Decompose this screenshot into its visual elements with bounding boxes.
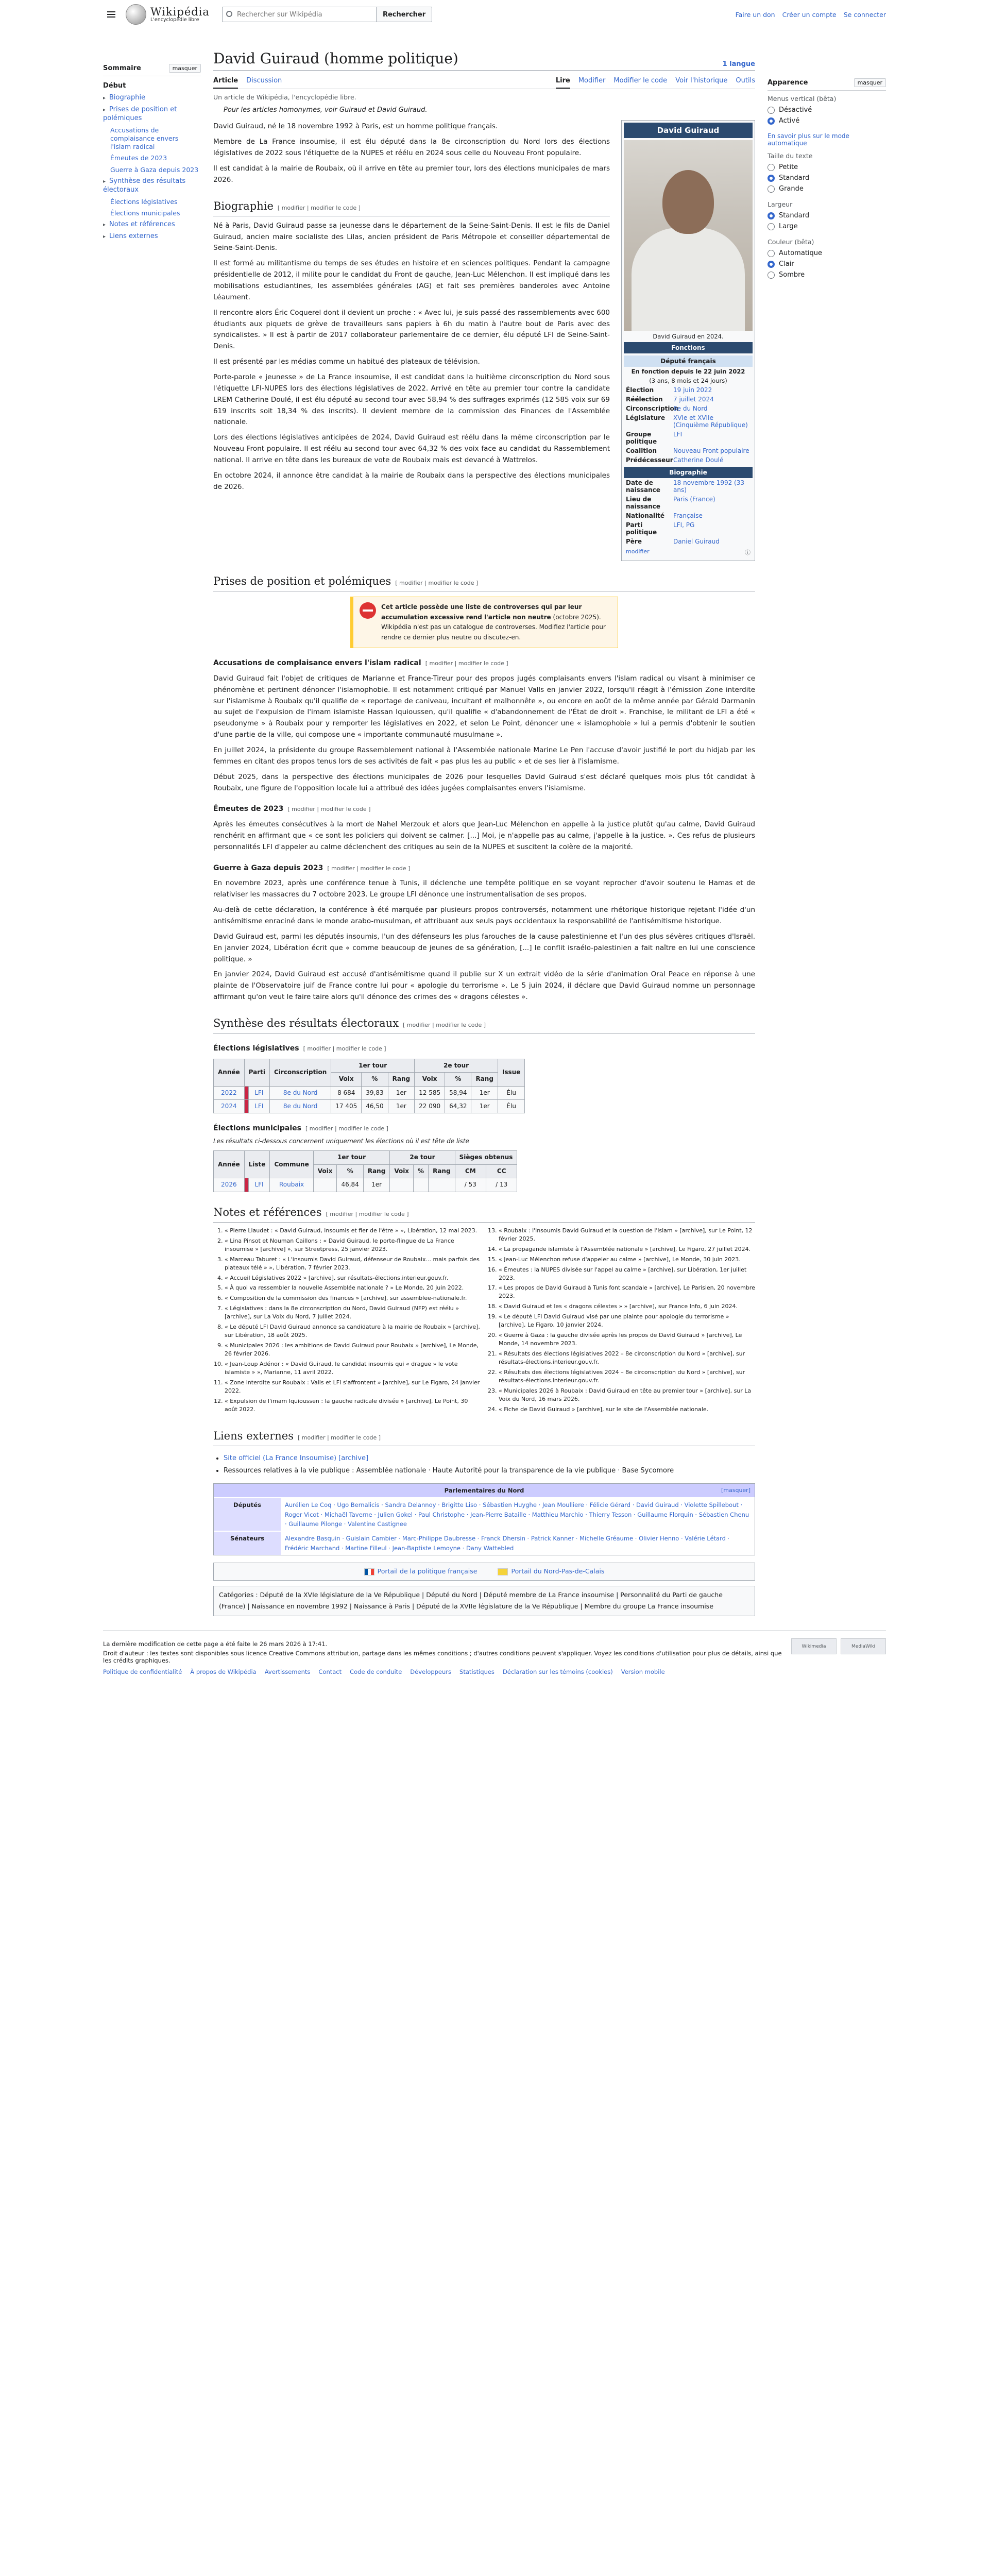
infobox-row [624, 430, 753, 446]
infobox [621, 120, 755, 561]
reference-item[interactable]: 16. « Émeutes : la NUPES divisée sur l'appel au calme » [archive], sur Libération, 1er juillet 2023. [499, 1266, 755, 1282]
tab-edit[interactable]: Modifier [578, 77, 606, 85]
reference-item[interactable]: 17. « Les propos de David Guiraud à Tunis font scandale » [archive], Le Parisien, 20 novembre 2023. [499, 1284, 755, 1300]
toc-link[interactable]: Élections législatives [110, 197, 178, 206]
reference-item[interactable]: 3. « Marceau Taburet : « L'insoumis David Guiraud, défenseur de Roubaix... mais parfois des plateaux télé » », Libération, 7 février 2023. [225, 1256, 481, 1272]
radio-label: Sombre [779, 271, 805, 279]
infobox-value[interactable]: LFI, PG [673, 521, 695, 529]
edit-link[interactable]: [ modifier | modifier le code ] [287, 806, 371, 813]
infobox-key: Élection [626, 386, 654, 394]
reference-item[interactable]: 13. « Roubaix : l'insoumis David Guiraud et la question de l'islam » [archive], sur Le Point, 12 février 2025. [499, 1227, 755, 1243]
table-cell [313, 1178, 337, 1192]
chevron-icon[interactable]: ▸ [103, 233, 106, 240]
reference-item[interactable]: 6. « Composition de la commission des finances » [archive], sur assemblee-nationale.fr. [225, 1294, 481, 1302]
reference-item[interactable]: 11. « Zone interdite sur Roubaix : Valls et LFI s'affrontent » [archive], sur Le Figaro, 24 janvier 2022. [225, 1379, 481, 1395]
radio-button[interactable] [768, 261, 775, 268]
table-cell: 58,94 [445, 1086, 471, 1099]
radio-button[interactable] [768, 175, 775, 182]
infobox-band-bio: Biographie [624, 467, 753, 478]
warning-text: Wikipédia n'est pas un catalogue de controverses. Modifiez l'article pour rendre ce dernier plus neutre ou discutez-en. [381, 623, 606, 641]
infobox-key: Législature [626, 414, 666, 422]
donate-link[interactable]: Faire un don [735, 10, 775, 19]
user-links [736, 11, 886, 19]
infobox-value[interactable]: Catherine Doulé [673, 456, 724, 464]
party-color [244, 1086, 248, 1099]
table-cell[interactable]: 8e du Nord [270, 1099, 331, 1113]
reference-item[interactable]: 9. « Municipales 2026 : les ambitions de David Guiraud pour Roubaix » [archive], Le Monde, 26 février 2026. [225, 1342, 481, 1358]
radio-option[interactable] [768, 259, 886, 269]
navbox-list[interactable]: Aurélien Le Coq · Ugo Bernalicis · Sandra Delannoy · Brigitte Liso · Sébastien Huyghe · Jean Moulliere · Félicie Gérard · David Guiraud · Violette Spillebout · Roger Vicot · Michaël Taverne · Julien Gokel · Paul Christophe · Jean-Pierre Bataille · Matthieu Marchio · Thierry Tesson · Guillaume Florquin · Sébastien Chenu · Guillaume Pilonge · Valentine Castignee [281, 1498, 755, 1531]
table-row [214, 1178, 517, 1192]
external-link-item: • Site officiel (La France Insoumise) [archive] [224, 1453, 755, 1464]
table-cell: 22 090 [415, 1099, 445, 1113]
infobox-key: Père [626, 538, 642, 546]
infobox-key: Prédécesseur [626, 456, 673, 464]
radio-option[interactable] [768, 269, 886, 280]
radio-button[interactable] [768, 117, 775, 125]
reference-item[interactable]: 1. « Pierre Liaudet : « David Guiraud, insoumis et fier de l'être » », Libération, 12 mai 2023. [225, 1227, 481, 1235]
toc-link[interactable]: Liens externes [109, 232, 158, 240]
toc-heading: Sommaire [103, 64, 141, 72]
paragraph: Porte-parole « jeunesse » de La France insoumise, il est candidat dans la huitième circonscription du Nord sous l'étiquette LFI-NUPES lors des élections législatives de 2022. Arrivé en tête au premier tour contre la candidate LREM Catherine Doulé, il est élu député au second tour avec 58,94 % des suffrages exprimés (12 585 voix sur 69 619 inscrits soit 18,34 % des inscrits). Il devient membre de la commission des Finances de l'Assemblée nationale. [213, 373, 610, 427]
table-cell: 1er [471, 1099, 498, 1113]
infobox-value[interactable]: Daniel Guiraud [673, 538, 720, 546]
search-button[interactable]: Rechercher [377, 7, 432, 22]
radio-group [768, 238, 886, 280]
paragraph: Il rencontre alors Éric Coquerel dont il devient un proche : « Avec lui, je suis passé des rassemblements avec 600 étudiants aux piquets de grève de travailleurs sans papiers à 6h du matin à l'autre bout de Paris avec des syndicalistes. » Il est à partir de 2017 collaborateur parlementaire de ce dernier, élu député LFI de Seine-Saint-Denis. [213, 308, 610, 351]
table-cell[interactable]: LFI [248, 1178, 270, 1192]
section-results: Synthèse des résultats électoraux [ modifier | modifier le code ] [213, 1014, 755, 1033]
radio-group [768, 152, 886, 194]
section-notes: Notes et références [ modifier | modifier le code ] [213, 1204, 755, 1223]
toc-link[interactable]: Élections municipales [110, 209, 180, 217]
table-cell[interactable]: LFI [248, 1086, 269, 1099]
article-body [213, 117, 610, 561]
table-cell: / 53 [455, 1178, 486, 1192]
toc-item[interactable] [103, 125, 201, 153]
reference-item[interactable]: 8. « Le député LFI David Guiraud annonce sa candidature à la mairie de Roubaix » [archive], sur Libération, 18 août 2025. [225, 1323, 481, 1340]
header [103, 0, 886, 29]
toc-hide-button[interactable]: masquer [169, 64, 201, 73]
footer-link[interactable]: Développeurs [410, 1668, 452, 1675]
radio-group-label: Taille du texte [768, 152, 813, 160]
toc-link[interactable]: Émeutes de 2023 [110, 154, 167, 162]
page-tabs [213, 74, 755, 89]
tab-tools[interactable]: Outils [736, 77, 755, 85]
tab-discussion[interactable]: Discussion [246, 77, 282, 85]
photo-caption: David Guiraud en 2024. [653, 333, 724, 341]
reference-item[interactable]: 22. « Résultats des élections législatives 2024 – 8e circonscription du Nord » [archive], sur résultats-élections.interieur.gouv.fr. [499, 1368, 755, 1385]
tab-read[interactable]: Lire [556, 74, 570, 89]
main-content [213, 29, 755, 1631]
reference-item[interactable]: 19. « Le député LFI David Guiraud visé par une plainte pour apologie du terrorisme » [archive], Le Figaro, 10 janvier 2024. [499, 1313, 755, 1329]
toc-link[interactable]: Guerre à Gaza depuis 2023 [110, 165, 199, 174]
radio-group [768, 95, 886, 126]
infobox-duration: (3 ans, 8 mois et 24 jours) [649, 377, 727, 385]
navbox-toggle[interactable]: [masquer] [721, 1486, 751, 1494]
appearance-heading: Apparence [768, 79, 808, 87]
table-cell[interactable]: 8e du Nord [270, 1086, 331, 1099]
radio-button[interactable] [768, 223, 775, 230]
infobox-value[interactable]: 8e du Nord [673, 405, 708, 413]
reference-item[interactable]: 24. « Fiche de David Guiraud » [archive], sur le site de l'Assemblée nationale. [499, 1405, 755, 1414]
radio-label: Standard [779, 212, 810, 219]
legislative-results-table: Année Parti Circonscription 1er tour 2e tour Issue Voix % Rang Voix % Rang 2022 LFI 8e du Nord 8 684 39,83 1er 12 585 58,94 1er Élu 2024 LFI 8e du Nord 17 405 46,50 1er 22 090 64,32 1er Élu [213, 1059, 525, 1114]
paragraph: David Guiraud fait l'objet de critiques de Marianne et France-Tireur pour des propos jugés complaisants envers l'islam radical ou visant à minimiser ce phénomène et pertinent dénoncer l'islamophobie. Il est notamment critiqué par Manuel Valls en janvier 2022, lorsqu'il réagit à l'émission Zone interdite sur l'islamisme à Roubaix qu'il qualifie de « reportage de caniveau, incultant et malhonnête », ou encore en août de la même année par Gérald Darmanin au sujet de l'expulsion de l'imam islamiste Hassan Iquioussen, qu'il qualifie « d'abandonnement de l'État de droit ». Franchise, le militant de LFI a été « pseudonyme » à Roubaix pour y remporter les législatives en 2022, et selon Le Point, dénoncer une « islamophobie » lui a permis d'obtenir le soutien d'une partie de la ville, qui compose une « importante communauté musulmane ». [213, 674, 755, 739]
paragraph: Il est formé au militantisme du temps de ses études en histoire et en sciences politiques. Pendant la campagne présidentielle de 2012, il milite pour le candidat du Front de gauche, Jean-Luc Mélenchon. Il est impliqué dans les mobilisations estudiantines, les assemblées générales (AG) et fait ses premières banderoles avec Antoine Léaument. [213, 259, 610, 301]
paragraph: Il est présenté par les médias comme un habitué des plateaux de télévision. [213, 358, 480, 366]
infobox-row [624, 446, 753, 455]
globe-icon [126, 4, 146, 25]
wikipedia-logo[interactable] [126, 4, 210, 25]
reference-item[interactable]: 15. « Jean-Luc Mélenchon refuse d'appeler au calme » [archive], Le Monde, 30 juin 2023. [499, 1256, 755, 1264]
footer-link[interactable]: Déclaration sur les témoins (cookies) [502, 1668, 613, 1675]
edit-link[interactable]: [ modifier | modifier le code ] [395, 580, 479, 587]
table-cell: 46,84 [337, 1178, 363, 1192]
mun-note: Les résultats ci-dessous concernent uniquement les élections où il est tête de liste [213, 1138, 469, 1145]
learn-more-link[interactable]: En savoir plus sur le mode automatique [768, 132, 849, 147]
radio-label: Large [779, 223, 798, 230]
table-row [214, 1086, 525, 1099]
party-color [244, 1178, 248, 1192]
reference-item[interactable]: 5. « À quoi va ressembler la nouvelle Assemblée nationale ? » Le Monde, 20 juin 2022. [225, 1284, 481, 1292]
radio-option[interactable] [768, 221, 886, 232]
page-title: David Guiraud (homme politique) [213, 50, 458, 67]
toc-item[interactable] [103, 208, 201, 219]
section-riots: Émeutes de 2023 [ modifier | modifier le code ] [213, 805, 371, 814]
table-of-contents [103, 29, 201, 1631]
paragraph: En janvier 2024, David Guiraud est accusé d'antisémitisme quand il publie sur X un extrait vidéo de la série d'animation Oral Peace en réponse à une plainte de l'Observatoire juif de France contre lui pour « apologie du terrorisme ». Le 5 juin 2024, il déclare que David Guiraud nomme un personnage affirmant qu'on veut le faire taire alors qu'il dénonce des crimes des « dragons célestes ». [213, 970, 755, 1002]
edit-link[interactable]: [ modifier | modifier le code ] [326, 1210, 409, 1217]
infobox-band-functions: Fonctions [624, 342, 753, 353]
edit-link[interactable]: [ modifier | modifier le code ] [305, 1125, 388, 1132]
navbox-row [214, 1497, 755, 1531]
paragraph: En octobre 2024, il annonce être candidat à la mairie de Roubaix dans la perspective des élections municipales de 2026. [213, 471, 610, 491]
edit-link[interactable]: [ modifier | modifier le code ] [277, 204, 361, 211]
table-cell[interactable]: LFI [248, 1099, 269, 1113]
radio-option[interactable] [768, 248, 886, 259]
section-municipales: Élections municipales [ modifier | modifier le code ] [213, 1124, 388, 1133]
portrait-photo[interactable] [624, 140, 753, 331]
warning-date: (octobre 2025). [553, 613, 601, 621]
infobox-row [624, 455, 753, 465]
navbox-title[interactable]: Parlementaires du Nord [444, 1486, 524, 1494]
toc-item[interactable] [103, 92, 201, 104]
search-input[interactable] [222, 7, 377, 22]
infobox-value[interactable]: 19 juin 2022 [673, 386, 712, 394]
table-cell: 1er [388, 1086, 414, 1099]
category-links[interactable]: Catégories : Député de la XVIe législature de la Ve République | Député du Nord | Député membre de La France insoumise | Personnalité du Parti de gauche (France) | Naissance en novembre 1992 | Naissance à Paris | Député de la XVIIe législature de la Ve République | Membre du groupe La France insoumise [213, 1586, 755, 1616]
infobox-value[interactable]: Paris (France) [673, 496, 715, 503]
paragraph: Lors des élections législatives anticipées de 2024, David Guiraud est réélu dans la même circonscription par le Nouveau Front populaire. Il est réélu au second tour avec 64,32 % des voix face au candidat du Rassemblement national. Il arrive en tête dans les bureaux de vote de Roubaix mais est devancé à Wattrelos. [213, 433, 610, 465]
paragraph: En novembre 2023, après une conférence tenue à Tunis, il déclenche une tempête politique en se voyant reprocher d'avoir soutenu le Hamas et de relativiser les massacres du 7 octobre 2023. Le groupe LFI dénonce une instrumentalisation de ses propos. [213, 879, 755, 899]
chevron-icon[interactable]: ▸ [103, 178, 106, 184]
toc-item[interactable] [103, 196, 201, 208]
footer-link[interactable]: Contact [318, 1668, 342, 1675]
edit-link[interactable]: [ modifier | modifier le code ] [403, 1021, 486, 1028]
radio-label: Activé [779, 117, 800, 125]
infobox-key: Réélection [626, 396, 663, 403]
tab-article[interactable]: Article [213, 74, 238, 89]
infobox-title: David Guiraud [624, 123, 753, 138]
reference-item[interactable]: 21. « Résultats des élections législatives 2022 – 8e circonscription du Nord » [archive], sur résultats-élections.interieur.gouv.fr. [499, 1350, 755, 1366]
main-menu-icon[interactable] [103, 6, 120, 23]
infobox-band-role: Député français [624, 355, 753, 367]
search-form [222, 7, 432, 22]
navbox-parlementaires [213, 1483, 755, 1556]
paragraph: Membre de La France insoumise, il est élu député dans la 8e circonscription du Nord lors des élections législatives de 2022 sous l'étiquette de la NUPES et réélu en 2024 sous celle du Nouveau Front populaire. [213, 138, 610, 158]
edit-link[interactable]: [ modifier | modifier le code ] [425, 660, 508, 667]
logo-title: Wikipédia [150, 5, 210, 18]
infobox-key: Groupe politique [626, 431, 657, 446]
reference-item[interactable]: 14. « La propagande islamiste à l'Assemblée nationale » [archive], Le Figaro, 27 juillet 2024. [499, 1245, 755, 1253]
toc-item[interactable] [103, 219, 201, 231]
footer-link[interactable]: Code de conduite [350, 1668, 402, 1675]
reference-list [213, 1227, 755, 1416]
infobox-row [624, 520, 753, 537]
radio-option[interactable] [768, 162, 886, 173]
edit-link[interactable]: [ modifier | modifier le code ] [303, 1045, 386, 1052]
edit-link[interactable]: [ modifier | modifier le code ] [297, 1434, 381, 1441]
infobox-row [624, 537, 753, 546]
paragraph: Au-delà de cette déclaration, la conférence à été marquée par plusieurs propos controversés, notamment une rhétorique historique rejetant l'idée d'un antisémitisme enraciné dans le monde arabo-musulman, et attribuant aux seuls pays occidentaux la responsabilité de l'antisémitisme historique. [213, 906, 755, 925]
navbox-group: Sénateurs [214, 1532, 281, 1555]
infobox-value[interactable]: Nouveau Front populaire [673, 447, 749, 455]
toc-link[interactable]: Notes et références [109, 221, 175, 229]
paragraph: En juillet 2024, la présidente du groupe Rassemblement national à l'Assemblée nationale Marine Le Pen l'accuse d'avoir justifié le port du hidjab par les femmes en citant des propos tenus lors de ses activités de fait « pas plus les au public » et de ses lier à l'islamisme. [213, 745, 755, 766]
navbox-group: Députés [214, 1498, 281, 1531]
section-links: Liens externes [ modifier | modifier le code ] [213, 1427, 755, 1446]
infobox-key: Date de naissance [626, 479, 660, 494]
wikimedia-badge[interactable]: Wikimedia [791, 1638, 837, 1654]
infobox-in-office: En fonction depuis le 22 juin 2022 [631, 368, 745, 376]
mediawiki-badge[interactable]: MediaWiki [841, 1638, 886, 1654]
radio-label: Clair [779, 260, 794, 268]
edit-link[interactable]: [ modifier | modifier le code ] [327, 865, 411, 872]
footer-link[interactable]: Version mobile [621, 1668, 665, 1675]
infobox-edit-link[interactable]: modifier [626, 548, 650, 555]
table-cell: 1er [388, 1099, 414, 1113]
infobox-row [624, 404, 753, 413]
infobox-row [624, 511, 753, 520]
infobox-key: Nationalité [626, 512, 664, 520]
toc-link[interactable]: Biographie [109, 93, 146, 101]
infobox-row [624, 478, 753, 495]
footer-link[interactable]: Avertissements [264, 1668, 311, 1675]
reference-item[interactable]: 10. « Jean-Loup Adénor : « David Guiraud, le candidat insoumis qui « drague » le vote islamiste » », Marianne, 11 avril 2022. [225, 1360, 481, 1377]
radio-button[interactable] [768, 107, 775, 114]
tab-history[interactable]: Voir l'historique [675, 77, 728, 85]
infobox-value[interactable]: LFI [673, 431, 683, 438]
toc-item[interactable] [103, 80, 201, 92]
page [103, 29, 886, 1631]
chevron-icon[interactable]: ▸ [103, 222, 106, 228]
radio-button[interactable] [768, 250, 775, 257]
infobox-row [624, 395, 753, 404]
no-entry-icon [360, 602, 376, 619]
hatnote: Pour les articles homonymes, voir Guiraud et David Guiraud. [224, 106, 428, 114]
infobox-row [624, 413, 753, 430]
table-cell: 1er [471, 1086, 498, 1099]
table-cell: 39,83 [362, 1086, 388, 1099]
toc-link[interactable]: Prises de position et polémiques [103, 105, 177, 122]
portal-politics[interactable]: Portail de la politique française [364, 1566, 478, 1577]
table-cell: 46,50 [362, 1099, 388, 1113]
language-button[interactable]: 1 langue [722, 60, 755, 69]
last-modified: La dernière modification de cette page a été faite le 26 mars 2026 à 17:41. [103, 1640, 328, 1648]
radio-button[interactable] [768, 185, 775, 193]
infobox-value[interactable]: Française [673, 512, 703, 520]
create-account-link[interactable]: Créer un compte [782, 10, 837, 19]
radio-group [768, 200, 886, 232]
table-cell: Élu [498, 1099, 524, 1113]
footer-link[interactable]: Politique de confidentialité [103, 1668, 182, 1675]
table-cell: Élu [498, 1086, 524, 1099]
section-gaza: Guerre à Gaza depuis 2023 [ modifier | modifier le code ] [213, 863, 411, 872]
radio-option[interactable] [768, 210, 886, 221]
region-flag-icon [498, 1568, 508, 1575]
table-cell [429, 1178, 455, 1192]
infobox-value[interactable]: XVIe et XVIIe (Cinquième République) [673, 414, 748, 429]
tab-edit-source[interactable]: Modifier le code [613, 77, 668, 85]
paragraph: David Guiraud est, parmi les députés insoumis, l'un des défenseurs les plus farouches de la cause palestinienne et l'un des plus sévères critiques d'Israël. En janvier 2024, Libération écrit que « comme beaucoup de jeunes de sa génération, [...] le conflit israélo-palestinien a fait naître en lui une conscience politique. » [213, 932, 755, 963]
reference-item[interactable]: 2. « Lina Pinsot et Nouman Caillons : « David Guiraud, le porte-flingue de La France insoumise » [archive] », sur Streetpress, 25 janvier 2023. [225, 1237, 481, 1253]
radio-button[interactable] [768, 164, 775, 171]
reference-item[interactable]: 20. « Guerre à Gaza : la gauche divisée après les propos de David Guiraud » [archive], Le Monde, 14 novembre 2023. [499, 1331, 755, 1348]
article-body-continued [213, 572, 755, 1616]
chevron-icon[interactable]: ▸ [103, 107, 106, 113]
warning-title: Cet article possède une liste de controverses qui par leur accumulation excessive rend l'article non neutre [381, 603, 582, 621]
infobox-key: Circonscription [626, 405, 679, 413]
infobox-row [624, 385, 753, 395]
radio-button[interactable] [768, 212, 775, 219]
site-sub: Un article de Wikipédia, l'encyclopédie libre. [213, 93, 356, 101]
paragraph: David Guiraud, né le 18 novembre 1992 à Paris, est un homme politique français. [213, 122, 498, 131]
radio-label: Automatique [779, 249, 823, 257]
appearance-hide-button[interactable]: masquer [854, 78, 886, 87]
section-islam: Accusations de complaisance envers l'islam radical [ modifier | modifier le code ] [213, 659, 508, 668]
radio-option[interactable] [768, 105, 886, 115]
radio-option[interactable] [768, 173, 886, 183]
table-cell[interactable]: 2024 [214, 1099, 245, 1113]
radio-group-label: Menus vertical (bêta) [768, 95, 837, 103]
section-positions: Prises de position et polémiques [ modifier | modifier le code ] [213, 572, 755, 591]
navbox-row [214, 1531, 755, 1555]
table-cell: 12 585 [415, 1086, 445, 1099]
portal-nord[interactable]: Portail du Nord-Pas-de-Calais [498, 1566, 604, 1577]
section-biographie: Biographie [ modifier | modifier le code ] [213, 197, 610, 216]
appearance-panel [768, 29, 886, 1631]
french-flag-icon [364, 1568, 374, 1575]
external-links [213, 1453, 755, 1476]
license-text: Droit d'auteur : les textes sont disponibles sous licence Creative Commons attribution, partage dans les mêmes conditions ; d'autres conditions peuvent s'appliquer. Voyez les conditions d'utilisation pour plus de détails, ainsi que les crédits graphiques. [103, 1649, 782, 1664]
infobox-key: Lieu de naissance [626, 496, 660, 511]
toc-link[interactable]: Accusations de complaisance envers l'islam radical [110, 126, 179, 151]
toc-link[interactable]: Synthèse des résultats électoraux [103, 177, 186, 194]
infobox-row [624, 495, 753, 511]
reference-item[interactable]: 23. « Municipales 2026 à Roubaix : David Guiraud en tête au premier tour » [archive], sur La Voix du Nord, 16 mars 2026. [499, 1387, 755, 1403]
radio-group-label: Largeur [768, 200, 793, 208]
radio-option[interactable] [768, 115, 886, 126]
toc-link[interactable]: Début [103, 82, 126, 90]
table-cell: / 13 [486, 1178, 517, 1192]
infobox-value[interactable]: 7 juillet 2024 [673, 396, 714, 403]
radio-label: Petite [779, 163, 798, 171]
table-cell [390, 1178, 414, 1192]
search-icon [226, 11, 232, 17]
login-link[interactable]: Se connecter [843, 10, 886, 19]
toc-item[interactable] [103, 176, 201, 196]
radio-label: Grande [779, 185, 804, 193]
paragraph: Début 2025, dans la perspective des élections municipales de 2026 pour lesquelles David Guiraud s'est déclaré quelques mois plus tôt candidat à Roubaix, une figure de l'opposition locale lui a attribué des idées jugées complaisantes envers l'islamisme. [213, 772, 755, 792]
neutrality-warning [350, 597, 618, 648]
paragraph: Né à Paris, David Guiraud passe sa jeunesse dans le département de la Seine-Saint-Denis. Il est le fils de Daniel Guiraud, ancien maire socialiste des Lilas, ancien président de Paris Métropole et conseiller départemental de Seine-Saint-Denis. [213, 221, 610, 252]
info-icon[interactable]: ⓘ [745, 549, 751, 556]
radio-option[interactable] [768, 183, 886, 194]
paragraph: Il est candidat à la mairie de Roubaix, où il arrive en tête au premier tour, lors des élections municipales de mars 2026. [213, 164, 610, 184]
table-cell[interactable]: Roubaix [270, 1178, 313, 1192]
table-cell: 64,32 [445, 1099, 471, 1113]
logo-tagline: L'encyclopédie libre [150, 17, 199, 23]
reference-item[interactable]: 4. « Accueil Législatives 2022 » [archive], sur résultats-élections.interieur.gouv.fr. [225, 1274, 481, 1282]
toc-item[interactable] [103, 231, 201, 243]
portal-bar [213, 1563, 755, 1580]
reference-item[interactable]: 7. « Législatives : dans la 8e circonscription du Nord, David Guiraud (NFP) est réélu » [archive], sur La Voix du Nord, 7 juillet 2024. [225, 1304, 481, 1321]
table-cell: 1er [363, 1178, 389, 1192]
radio-group-label: Couleur (bêta) [768, 238, 814, 246]
infobox-value[interactable]: 18 novembre 1992 (33 ans) [673, 479, 744, 494]
external-link-item: • Ressources relatives à la vie publique : Assemblée nationale · Haute Autorité pour la transparence de la vie publique · Base Sycomore [224, 1465, 755, 1476]
toc-item[interactable] [103, 164, 201, 176]
infobox-key: Coalition [626, 447, 657, 455]
table-cell [414, 1178, 429, 1192]
reference-item[interactable]: 12. « Expulsion de l'imam Iquioussen : la gauche radicale divisée » [archive], Le Point, 30 août 2022. [225, 1397, 481, 1414]
toc-item[interactable] [103, 104, 201, 125]
party-color [244, 1099, 248, 1113]
infobox-key: Parti politique [626, 521, 657, 536]
radio-label: Standard [779, 174, 810, 182]
footer [103, 1631, 886, 1696]
table-row [214, 1099, 525, 1113]
table-cell: 17 405 [331, 1099, 362, 1113]
paragraph: Après les émeutes consécutives à la mort de Nahel Merzouk et alors que Jean-Luc Mélenchon en appelle à la justice plutôt qu'au calme, David Guiraud renchérit en affirmant que « ce sont les policiers qui doivent se calmer. [...] Moi, je n'appelle pas au calme, j'appelle à la justice. ». Ces refus de plusieurs personnalités LFI d'appeler au calme déclenchent des critiques au sein de la NUPES et suscitent la colère de la majorité. [213, 820, 755, 851]
radio-button[interactable] [768, 272, 775, 279]
table-cell: 8 684 [331, 1086, 362, 1099]
radio-label: Désactivé [779, 106, 812, 114]
section-legislatives: Élections législatives [ modifier | modifier le code ] [213, 1044, 386, 1053]
reference-item[interactable]: 18. « David Guiraud et les « dragons célestes » » [archive], sur France Info, 6 juin 2024. [499, 1302, 755, 1311]
footer-link[interactable]: À propos de Wikipédia [190, 1668, 257, 1675]
navbox-list[interactable]: Alexandre Basquin · Guislain Cambier · Marc-Philippe Daubresse · Franck Dhersin · Patrick Kanner · Michelle Gréaume · Olivier Henno · Valérie Létard · Frédéric Marchand · Martine Filleul · Jean-Baptiste Lemoyne · Dany Wattebled [281, 1532, 755, 1555]
table-cell[interactable]: 2022 [214, 1086, 245, 1099]
chevron-icon[interactable]: ▸ [103, 95, 106, 101]
table-cell[interactable]: 2026 [214, 1178, 245, 1192]
municipal-results-table: Année Liste Commune 1er tour 2e tour Sièges obtenus Voix % Rang Voix % Rang CM CC 2026 LFI Roubaix 46,84 1er / 53 / 13 [213, 1150, 517, 1192]
toc-item[interactable] [103, 152, 201, 164]
footer-link[interactable]: Statistiques [459, 1668, 494, 1675]
